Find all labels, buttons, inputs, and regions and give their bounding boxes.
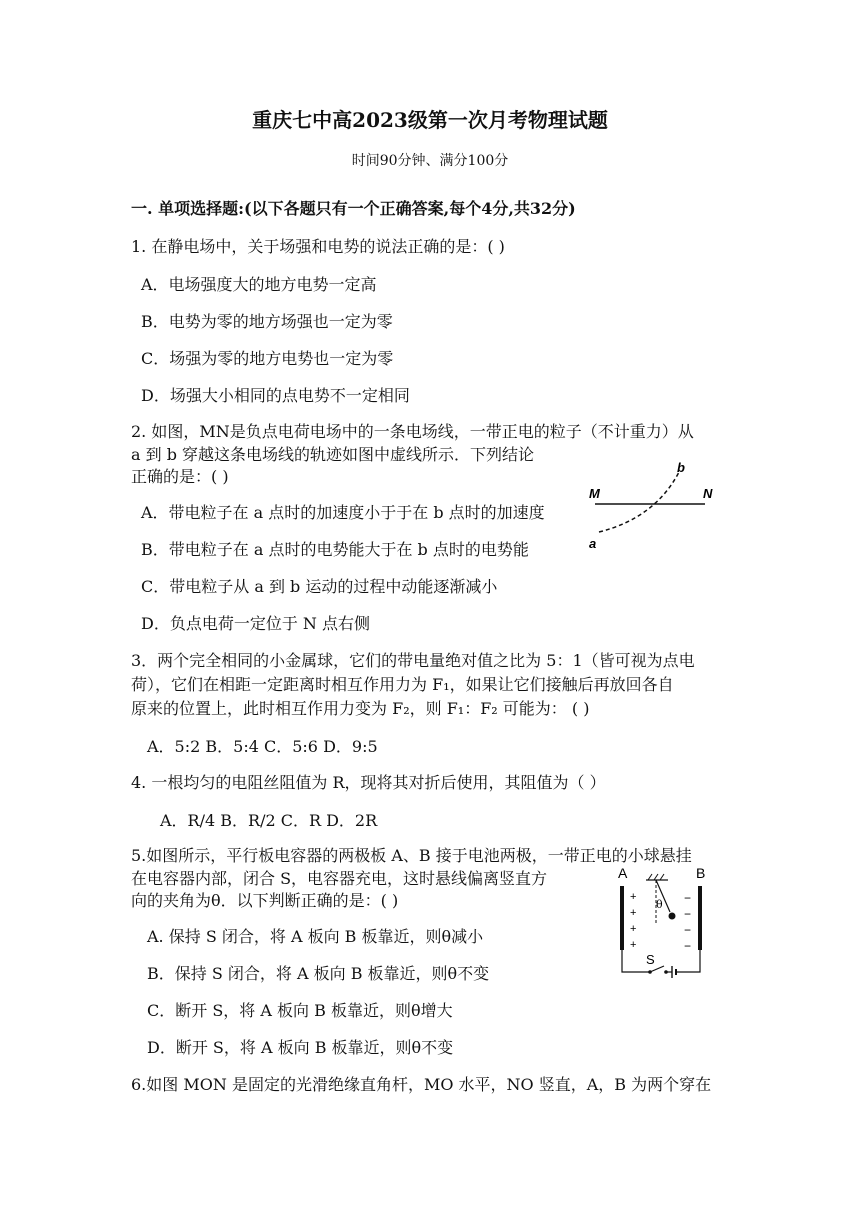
q6-stem-line1: 6.如图 MON 是固定的光滑绝缘直角杆，MO 水平，NO 竖直，A，B 为两个穿在 [131,1075,712,1094]
q2-stem-line2: a 到 b 穿越这条电场线的轨迹如图中虚线所示．下列结论 [131,445,535,464]
q1-stem: 1. 在静电场中，关于场强和电势的说法正确的是：( ) [131,237,505,256]
svg-text:−: − [684,907,692,921]
q4-stem: 4. 一根均匀的电阻丝阻值为 R，现将其对折后使用，其阻值为（ ） [131,773,606,792]
plate-a [620,886,624,950]
q5-option-d: D．断开 S，将 A 板向 B 板靠近，则θ不变 [147,1038,454,1057]
q2-stem-line1: 2. 如图，MN是负点电荷电场中的一条电场线，一带正电的粒子（不计重力）从 [131,422,694,441]
svg-text:−: − [684,923,692,937]
q3-stem-line3: 原来的位置上，此时相互作用力变为 F₂，则 F₁：F₂ 可能为： ( ) [131,699,590,718]
q3-stem-line2: 荷），它们在相距一定距离时相互作用力为 F₁，如果让它们接触后再放回各自 [131,675,674,694]
label-switch: S [646,952,655,967]
wire-right [676,950,700,972]
label-b: b [677,460,685,475]
q1-option-d: D．场强大小相同的点电势不一定相同 [141,386,410,405]
exam-subtitle: 时间90分钟、满分100分 [351,153,509,169]
q5-option-a: A. 保持 S 闭合，将 A 板向 B 板靠近，则θ减小 [147,927,484,946]
q1-option-c: C．场强为零的地方电势也一定为零 [141,349,394,368]
capacitor-figure [606,862,718,980]
switch-contact-left [648,970,652,974]
exam-title: 重庆七中高2023级第一次月考物理试题 [252,108,608,132]
q2-option-c: C．带电粒子从 a 到 b 运动的过程中动能逐渐减小 [141,577,498,596]
q4-options: A．R/4 B．R/2 C．R D．2R [160,811,378,830]
plate-b [698,886,702,950]
label-n: N [703,486,713,501]
q2-option-b: B．带电粒子在 a 点时的电势能大于在 b 点时的电势能 [141,540,529,559]
field-line-figure [585,460,725,550]
svg-text:+: + [630,907,637,919]
q5-stem-line3: 向的夹角为θ．以下判断正确的是：( ) [131,891,399,910]
q5-stem-line1: 5.如图所示，平行板电容器的两极板 A、B 接于电池两极，一带正电的小球悬挂 [131,846,692,865]
q2-stem-line3: 正确的是：( ) [131,467,229,486]
q1-option-a: A．电场强度大的地方电势一定高 [141,275,377,294]
minus-charges [684,891,691,953]
ceiling-hatch [648,874,664,880]
q3-options: A．5:2 B．5:4 C．5:6 D．9:5 [147,737,378,756]
label-plate-b: B [696,865,706,881]
svg-text:+: + [630,923,637,935]
charged-ball [669,913,676,920]
section-heading: 一. 单项选择题:(以下各题只有一个正确答案,每个4分,共32分) [131,199,576,218]
svg-text:+: + [630,939,637,951]
q2-option-a: A．带电粒子在 a 点时的加速度小于于在 b 点时的加速度 [141,503,545,522]
plus-charges [630,891,636,951]
particle-trajectory [599,472,679,532]
svg-text:−: − [684,939,692,953]
label-a: a [589,536,597,550]
q5-stem-line2: 在电容器内部，闭合 S，电容器充电，这时悬线偏离竖直方 [131,869,548,888]
svg-text:−: − [684,891,692,905]
q2-option-d: D．负点电荷一定位于 N 点右侧 [141,614,371,633]
label-theta: θ [656,898,663,911]
q3-stem-line1: 3．两个完全相同的小金属球，它们的带电量绝对值之比为 5：1（皆可视为点电 [131,651,695,670]
q1-option-b: B．电势为零的地方场强也一定为零 [141,312,393,331]
label-m: M [589,486,600,501]
q5-option-b: B．保持 S 闭合，将 A 板向 B 板靠近，则θ不变 [147,964,490,983]
label-plate-a: A [618,865,628,881]
q5-option-c: C．断开 S，将 A 板向 B 板靠近，则θ增大 [147,1001,453,1020]
svg-text:+: + [630,891,637,903]
